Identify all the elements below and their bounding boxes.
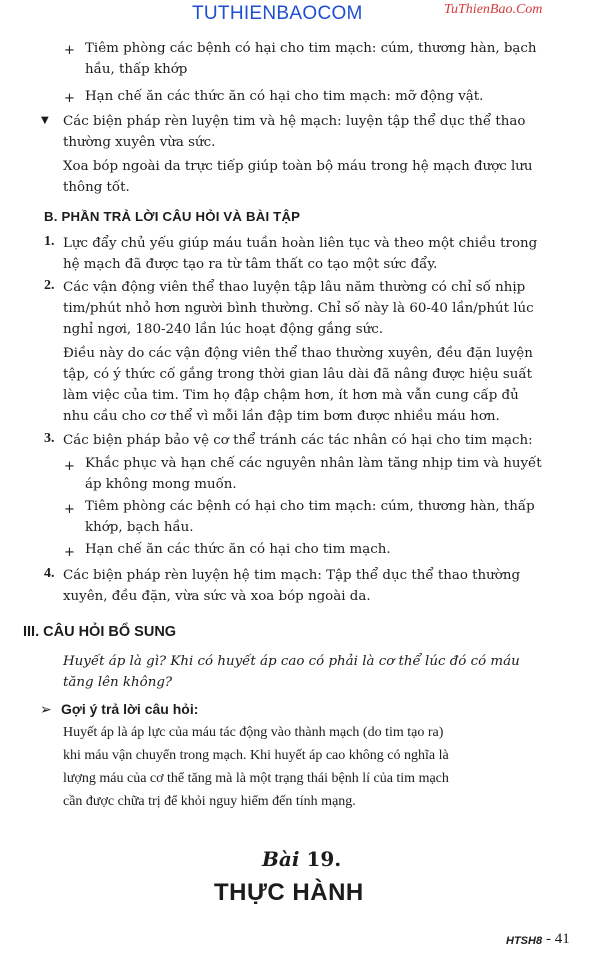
text-line: tập, có ý thức cố gắng trong thời gian lâu dài đã nâng được hiệu suất [63, 367, 532, 382]
text-line: Các vận động viên thể thao luyện tập lâu năm thường có chỉ số nhịp [63, 280, 526, 295]
footer-book-code: HTSH8 [506, 935, 543, 947]
hint-heading: Gợi ý trả lời câu hỏi: [61, 701, 199, 717]
text-line: tim/phút nhỏ hơn người bình thường. Chỉ số này là 60-40 lần/phút lúc [63, 301, 534, 316]
text-line: thường xuyên vừa sức. [63, 135, 216, 150]
text-line: Các biện pháp rèn luyện hệ tim mạch: Tập thể dục thể thao thường [63, 568, 521, 583]
watermark-brand: TUTHIENBAOCOM [192, 3, 363, 24]
plus-bullet-icon: + [64, 545, 75, 560]
text-line: hệ mạch đã được tạo ra từ tâm thất co tạo một sức đẩy. [63, 257, 438, 272]
watermark-script-logo: TuThienBao.Com [444, 2, 543, 17]
item-number: 4. [44, 566, 55, 581]
text-line: hầu, thấp khớp [85, 62, 188, 77]
text-line: áp không mong muốn. [85, 477, 237, 492]
text-line: Tiêm phòng các bệnh có hại cho tim mạch: cúm, thương hàn, bạch [85, 41, 537, 56]
plus-bullet-icon: + [64, 502, 75, 517]
arrow-bullet-icon: ➢ [40, 702, 52, 718]
plus-bullet-icon: + [64, 459, 75, 474]
text-line: khớp, bạch hầu. [85, 520, 194, 535]
lesson-title: THỰC HÀNH [214, 879, 364, 906]
section-heading: B. PHẦN TRẢ LỜI CÂU HỎI VÀ BÀI TẬP [44, 209, 301, 224]
answer-line: lượng máu của cơ thể tăng mà là một trạng thái bệnh lí của tim mạch [63, 771, 449, 786]
lesson-num: 19. [306, 847, 342, 871]
text-line: Hạn chế ăn các thức ăn có hại cho tim mạch: mỡ động vật. [85, 89, 484, 104]
lesson-number [262, 847, 341, 871]
lesson-word: Bài [262, 847, 300, 871]
text-line: Điều này do các vận động viên thể thao thường xuyên, đều đặn luyện [63, 346, 533, 361]
item-number: 3. [44, 431, 55, 446]
plus-bullet-icon: + [64, 43, 75, 58]
answer-line: khi máu vận chuyển trong mạch. Khi huyết áp cao không có nghĩa là [63, 748, 449, 763]
text-line: Tiêm phòng các bệnh có hại cho tim mạch: cúm, thương hàn, thấp [85, 499, 535, 514]
text-line: nhu cầu cho cơ thể vì mỗi lần đập tim bơm được nhiều máu hơn. [63, 409, 500, 424]
plus-bullet-icon: + [64, 91, 75, 106]
text-line: Khắc phục và hạn chế các nguyên nhân làm tăng nhịp tim và huyết [85, 456, 542, 471]
answer-line: Huyết áp là áp lực của máu tác động vào thành mạch (do tim tạo ra) [63, 725, 444, 740]
triangle-bullet-icon: ▼ [41, 115, 49, 126]
text-line: xuyên, đều đặn, vừa sức và xoa bóp ngoài da. [63, 589, 371, 604]
text-line: nghỉ ngơi, 180-240 lần lúc hoạt động gắng sức. [63, 322, 383, 337]
question-line: tăng lên không? [63, 675, 173, 690]
text-line: thông tốt. [63, 180, 130, 195]
text-line: Các biện pháp bảo vệ cơ thể tránh các tác nhân có hại cho tim mạch: [63, 433, 533, 448]
item-number: 2. [44, 278, 55, 293]
text-line: Hạn chế ăn các thức ăn có hại cho tim mạch. [85, 542, 391, 557]
text-line: làm việc của tim. Tim họ đập chậm hơn, ít hơn mà vẫn cung cấp đủ [63, 388, 519, 403]
text-line: Các biện pháp rèn luyện tim và hệ mạch: luyện tập thể dục thể thao [63, 114, 526, 129]
question-line: Huyết áp là gì? Khi có huyết áp cao có phải là cơ thể lúc đó có máu [63, 654, 520, 669]
text-line: Lực đẩy chủ yếu giúp máu tuần hoàn liên tục và theo một chiều trong [63, 236, 538, 251]
section-heading: III. CÂU HỎI BỔ SUNG [23, 624, 177, 640]
answer-line: cần được chữa trị để khỏi nguy hiểm đến tính mạng. [63, 794, 356, 809]
text-line: Xoa bóp ngoài da trực tiếp giúp toàn bộ máu trong hệ mạch được lưu [63, 159, 533, 174]
page-number: - 41 [546, 931, 570, 947]
item-number: 1. [44, 234, 55, 249]
